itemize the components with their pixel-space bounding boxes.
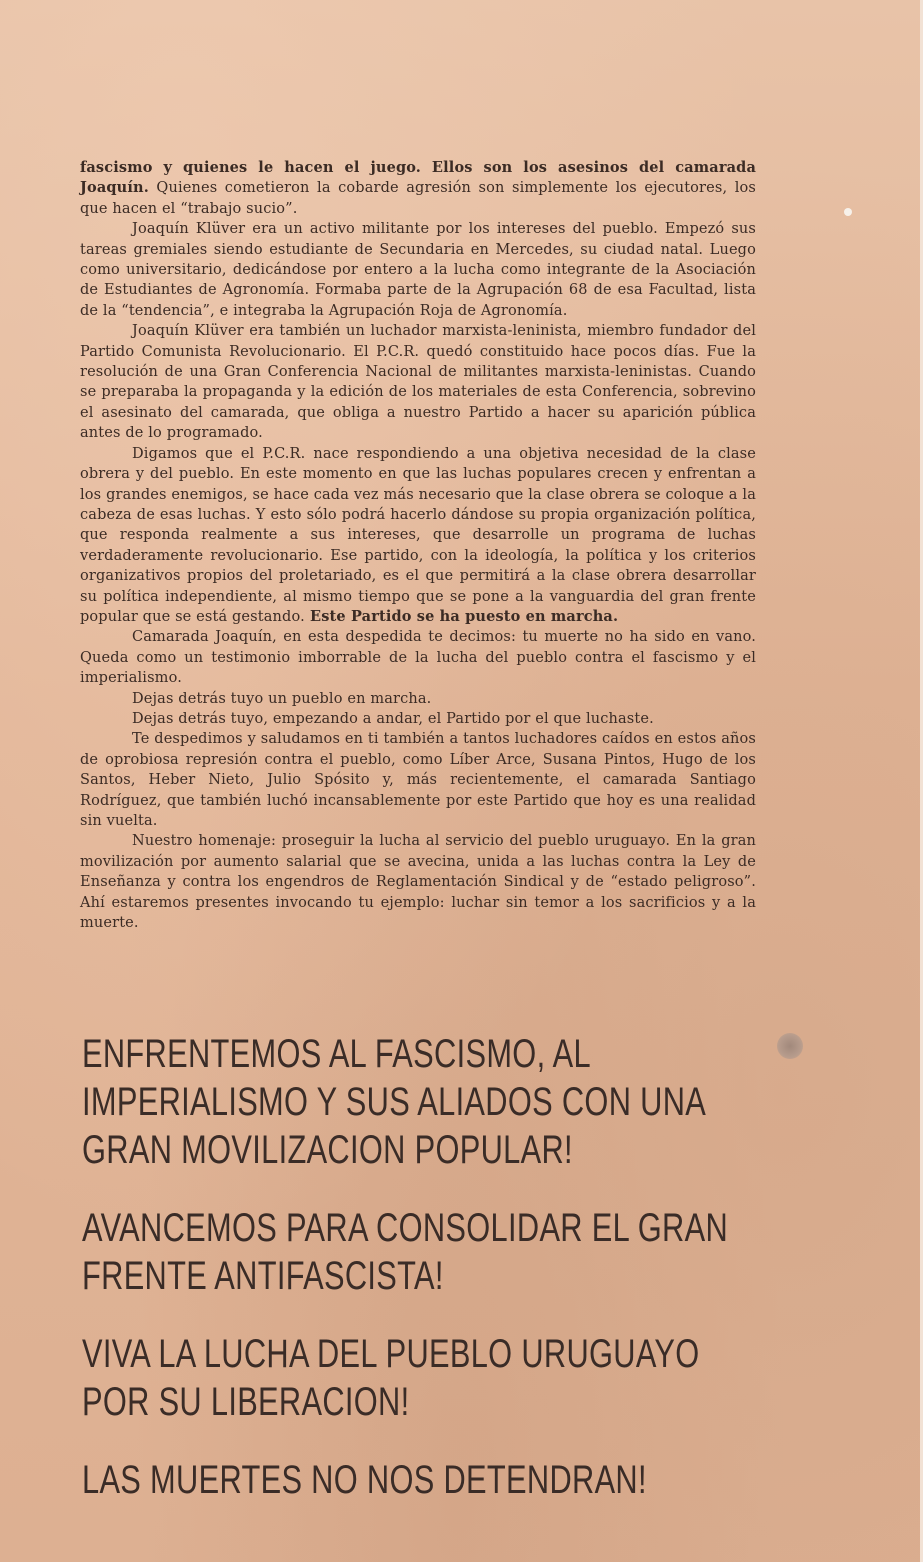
text-run: Joaquín Klüver era un activo militante por los intereses del pueblo. Empezó sus tareas gremiales siendo estudiante de Secundaria en Mercedes, su ciudad natal. Luego como universitario, dedicándose por entero a la lucha como integrante de la Asociación de Estudiantes de Agronomía. Formaba parte de la Agrupación 68 de esa Facultad, lista de la “tendencia”, e integraba la Agrupación Roja de Agronomía. xyxy=(80,221,756,319)
slogans-block xyxy=(82,1030,772,1534)
text-run: Nuestro homenaje: proseguir la lucha al servicio del pueblo uruguayo. En la gran movilización por aumento salarial que se avecina, unida a las luchas contra la Ley de Enseñanza y contra los engendros de Reglamentación Sindical y de “estado peligroso”. Ahí estaremos presentes invocando tu ejemplo: luchar sin temor a los sacrificios y a la muerte. xyxy=(80,833,756,932)
paragraph xyxy=(80,158,756,219)
text-run: Dejas detrás tuyo, empezando a andar, el Partido por el que luchaste. xyxy=(132,710,654,727)
bold-text-run: fascismo y quienes le hacen el juego. Ellos son los asesinos del camarada Joaquín. xyxy=(80,159,756,197)
body-text xyxy=(80,158,756,933)
paragraph xyxy=(80,627,756,688)
slogan-2: AVANCEMOS PARA CONSOLIDAR EL GRAN FRENTE ANTIFASCISTA! xyxy=(82,1206,729,1298)
text-run: Joaquín Klüver era también un luchador marxista-leninista, miembro fundador del Partido Comunista Revolucionario. El P.C.R. quedó constituido hace pocos días. Fue la resolución de una Gran Conferencia Nacional de militantes marxista-leninistas. Cuando se preparaba la propaganda y la edición de los materiales de esta Conferencia, sobrevino el asesinato del camarada, que obliga a nuestro Partido a hacer su aparición pública antes de lo programado. xyxy=(80,323,756,442)
bold-text-run: Este Partido se ha puesto en marcha. xyxy=(304,607,619,625)
paragraph xyxy=(80,219,756,321)
slogan-1: ENFRENTEMOS AL FASCISMO, AL IMPERIALISMO Y SUS ALIADOS CON UNA GRAN MOVILIZACION POPULAR! xyxy=(82,1032,705,1172)
text-run: Camarada Joaquín, en esta despedida te decimos: tu muerte no ha sido en vano. Queda como un testimonio imborrable de la lucha del pueblo contra el fascismo y el imperialismo. xyxy=(80,629,756,687)
paragraph xyxy=(80,709,756,729)
text-run: Te despedimos y saludamos en ti también a tantos luchadores caídos en estos años de oprobiosa represión contra el pueblo, como Líber Arce, Susana Pintos, Hugo de los Santos, Heber Nieto, Julio Spósito y, más recientemente, el camarada Santiago Rodríguez, que también luchó incansablemente por este Partido que hoy es una realidad sin vuelta. xyxy=(80,731,756,829)
paragraph xyxy=(80,831,756,933)
text-run: Quienes cometieron la cobarde agresión son simplemente los ejecutores, los que hacen el “trabajo sucio”. xyxy=(80,180,756,217)
paragraph xyxy=(80,729,756,831)
paragraph xyxy=(80,321,756,443)
paragraph xyxy=(80,444,756,628)
text-run: Dejas detrás tuyo un pueblo en marcha. xyxy=(132,690,432,707)
paragraph xyxy=(80,689,756,709)
text-run: Digamos que el P.C.R. nace respondiendo a una objetiva necesidad de la clase obrera y del pueblo. En este momento en que las luchas populares crecen y enfrentan a los grandes enemigos, se hace cada vez más necesario que la clase obrera se coloque a la cabeza de esas luchas. Y esto sólo podrá hacerlo dándose su propia organización política, que responda realmente a sus intereses, que desarrolle un programa de luchas verdaderamente revolucionario. Ese partido, con la ideología, la política y los criterios organizativos propios del proletariado, es el que permitirá a la clase obrera desarrollar su política independiente, al mismo tiempo que se pone a la vanguardia del gran frente popular que se está gestando. xyxy=(80,445,756,625)
paper-speck xyxy=(844,208,852,216)
slogan-3: VIVA LA LUCHA DEL PUEBLO URUGUAYO POR SU LIBERACION! xyxy=(82,1332,700,1424)
slogan-4: LAS MUERTES NO NOS DETENDRAN! xyxy=(82,1458,647,1502)
paper-stain xyxy=(777,1033,803,1059)
